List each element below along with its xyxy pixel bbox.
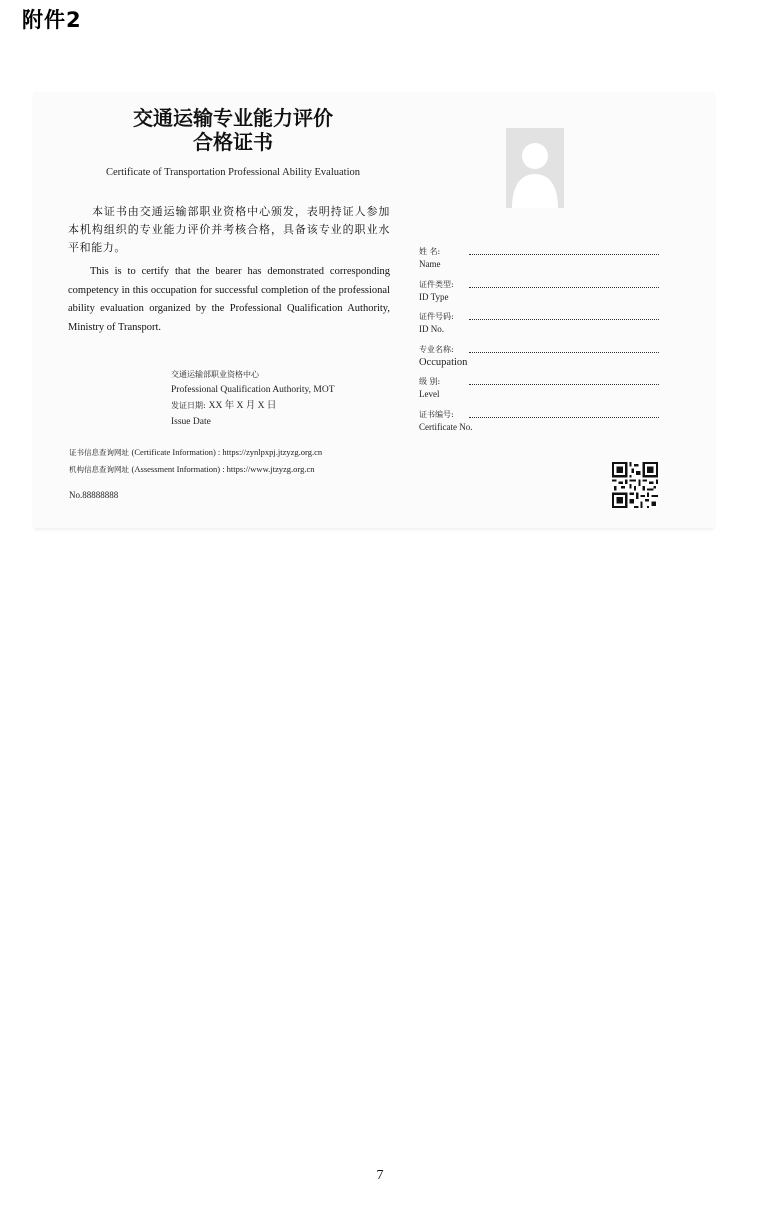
field-id-no-line [469, 309, 659, 320]
assessment-info-url: (Assessment Information) : https://www.jtzyzg.org.cn [131, 464, 315, 474]
field-occupation-label-cn: 专业名称: [419, 344, 454, 354]
field-level-label-en: Level [419, 389, 440, 399]
field-id-no-label-en: ID No. [419, 324, 444, 334]
certificate-title-cn-line2: 合格证书 [193, 130, 273, 154]
certificate-info-label-cn: 证书信息查询网址 [69, 448, 129, 457]
person-silhouette-icon [506, 128, 564, 208]
issuer-name-en: Professional Qualification Authority, MOT [171, 384, 335, 395]
assessment-info-line [69, 461, 429, 478]
field-name-label-cn: 姓 名: [419, 247, 441, 256]
field-id-type-line [469, 277, 659, 288]
info-lines [69, 444, 429, 478]
issue-date-row [171, 398, 391, 415]
holder-fields [419, 242, 659, 437]
field-certificate-no [419, 405, 659, 438]
field-occupation [419, 340, 659, 373]
issue-date-label-cn: 发证日期: [171, 401, 206, 410]
field-occupation-label-en: Occupation [419, 356, 468, 368]
field-id-no [419, 307, 659, 340]
field-id-no-label-cn: 证件号码: [419, 312, 454, 321]
field-certificate-no-label-en: Certificate No. [419, 421, 473, 432]
issuer-block [171, 367, 391, 430]
statement-cn: 本证书由交通运输部职业资格中心颁发，表明持证人参加本机构组织的专业能力评价并考核合格，具备该专业的职业水平和能力。 [68, 205, 390, 254]
certificate [34, 92, 714, 528]
issue-date-value: XX 年 X 月 X 日 [208, 401, 277, 411]
field-name-label-en: Name [419, 259, 441, 269]
field-name-line [469, 244, 659, 255]
field-occupation-line [469, 342, 659, 353]
certificate-info-line [69, 444, 429, 461]
field-level-line [469, 374, 659, 385]
certificate-info-url: (Certificate Information) : https://zynlpxpj.jtzyzg.org.cn [131, 447, 323, 457]
page-number: 7 [376, 1168, 384, 1183]
field-certificate-no-label-cn: 证书编号: [419, 409, 454, 419]
assessment-info-label-cn: 机构信息查询网址 [69, 465, 129, 474]
field-id-type [419, 275, 659, 308]
issuer-name-cn: 交通运输部职业资格中心 [171, 370, 259, 379]
field-level-label-cn: 级 别: [419, 377, 441, 386]
certificate-title-cn-line1: 交通运输专业能力评价 [133, 106, 333, 130]
field-level [419, 372, 659, 405]
qr-code-icon [612, 462, 658, 508]
field-id-type-label-en: ID Type [419, 291, 449, 302]
field-certificate-no-line [469, 407, 659, 418]
serial-number: No.88888888 [69, 490, 119, 500]
photo-placeholder [506, 128, 564, 208]
statement-en: This is to certify that the bearer has demonstrated corresponding competency in this occupation for successful completion of the professional ability evaluation organized by the Professional Qualification Authority, Ministry of Transport. [68, 266, 390, 333]
issue-date-label-en: Issue Date [171, 416, 211, 427]
attachment-label: 附件2 [22, 8, 82, 32]
field-id-type-label-cn: 证件类型: [419, 279, 454, 289]
certificate-title-en: Certificate of Transportation Professional Ability Evaluation [105, 167, 360, 178]
field-name [419, 242, 659, 275]
